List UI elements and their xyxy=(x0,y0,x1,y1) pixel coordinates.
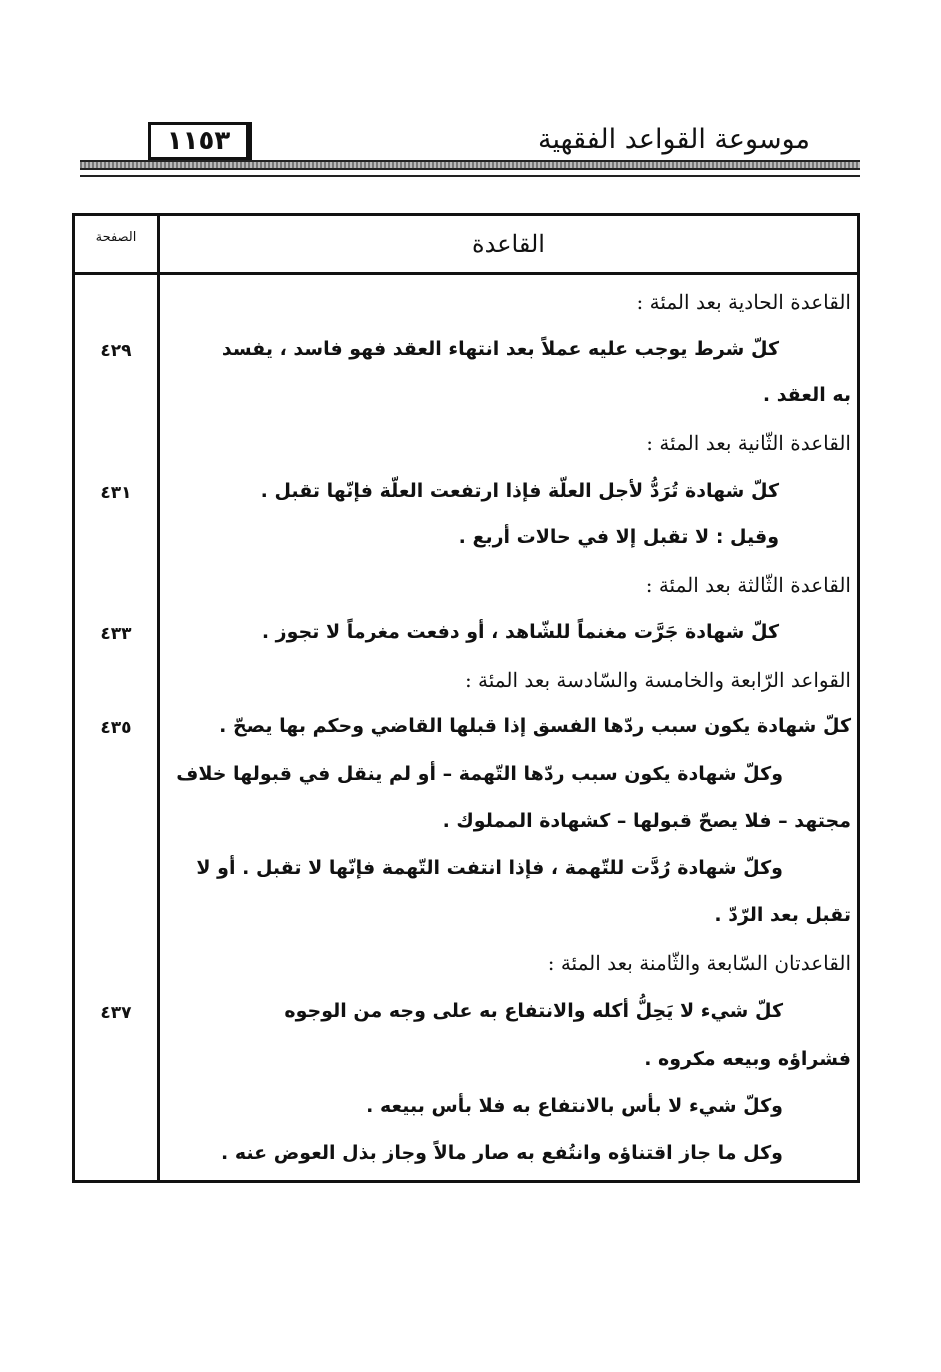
page-reference: ٤٢٩ xyxy=(100,341,132,361)
rule-text: وكلّ شهادة رُدَّت للتّهمة ، فإذا انتفت التّهمة فإنّها لا تقبل . أو لا xyxy=(196,857,783,879)
rule-text: فشراؤه وبيعه مكروه . xyxy=(644,1048,851,1070)
rule-text: وكل ما جاز اقتناؤه وانتُفع به صار مالاً وجاز بذل العوض عنه . xyxy=(221,1142,783,1164)
page-header xyxy=(80,118,860,184)
rule-text: وكلّ شيء لا بأس بالانتفاع به فلا بأس ببيعه . xyxy=(366,1095,783,1117)
rule-text: وكلّ شهادة يكون سبب ردّها التّهمة – أو لم ينقل في قبولها خلاف xyxy=(176,763,783,785)
column-divider xyxy=(157,216,160,1180)
rule-text: كلّ شرط يوجب عليه عملاً بعد انتهاء العقد فهو فاسد ، يفسد xyxy=(221,338,779,360)
book-title: موسوعة القواعد الفقهية xyxy=(538,124,810,155)
rule-text: كلّ شيء لا يَحِلُّ أكله والانتفاع به على وجه من الوجوه xyxy=(284,1000,783,1022)
rule-heading: القاعدة الثّانية بعد المئة : xyxy=(646,431,851,455)
page-reference: ٤٣٥ xyxy=(100,718,132,738)
rule-text: مجتهد – فلا يصحّ قبولها – كشهادة المملوك . xyxy=(442,810,851,832)
rule-heading: القاعدتان السّابعة والثّامنة بعد المئة : xyxy=(547,951,851,975)
header-rule-thin xyxy=(80,175,860,177)
rule-text: كلّ شهادة جَرَّت مغنماً للشّاهد ، أو دفعت مغرماً لا تجوز . xyxy=(261,621,779,643)
rule-text: تقبل بعد الرّدّ . xyxy=(714,904,851,926)
rule-text: وقيل : لا تقبل إلا في حالات أربع . xyxy=(458,526,779,548)
page-reference: ٤٣١ xyxy=(100,483,132,503)
page-number: ١١٥٣ xyxy=(148,122,252,160)
rules-table xyxy=(72,213,860,1183)
page-reference: ٤٣٣ xyxy=(100,624,132,644)
header-rule xyxy=(80,160,860,170)
rule-column-header: القاعدة xyxy=(472,230,545,258)
page-reference: ٤٣٧ xyxy=(100,1003,132,1023)
rule-heading: القاعدة الثّالثة بعد المئة : xyxy=(645,573,851,597)
header-divider xyxy=(75,272,857,275)
rule-heading: القاعدة الحادية بعد المئة : xyxy=(636,290,851,314)
page-column-header: الصفحة xyxy=(95,230,137,245)
rule-text: كلّ شهادة يكون سبب ردّها الفسق إذا قبلها القاضي وحكم بها يصحّ . xyxy=(219,715,851,737)
rule-text: كلّ شهادة تُرَدُّ لأجل العلّة فإذا ارتفعت العلّة فإنّها تقبل . xyxy=(260,480,779,502)
rule-heading: القواعد الرّابعة والخامسة والسّادسة بعد المئة : xyxy=(464,668,851,692)
rule-text: به العقد . xyxy=(762,384,851,406)
